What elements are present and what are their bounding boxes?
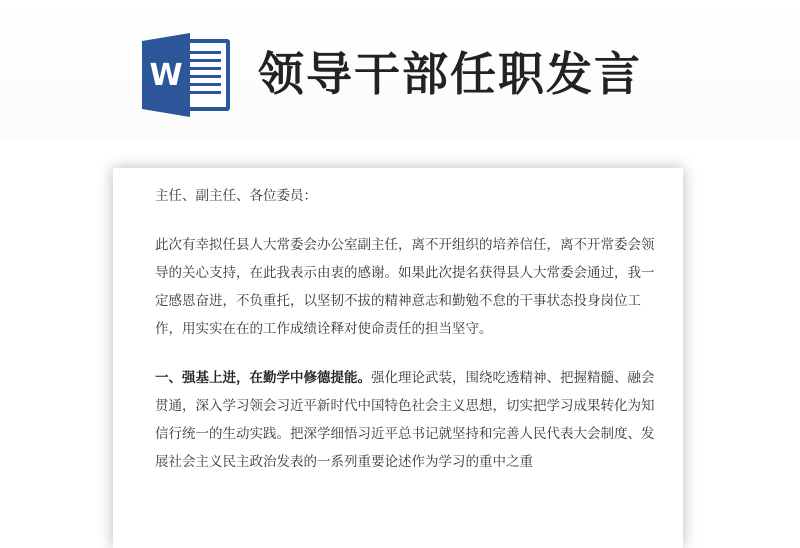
paragraph-1: 此次有幸拟任县人大常委会办公室副主任，离不开组织的培养信任，离不开常委会领导的关心支持，在此我表示由衷的感谢。如果此次提名获得县人大常委会通过，我一定感恩奋进，不负重托，以坚韧不拔的精神意志和勤勉不怠的干事状态投身岗位工作，用实实在在的工作成绩诠释对使命责任的担当坚守。 <box>155 237 655 337</box>
salutation: 主任、副主任、各位委员： <box>155 188 317 204</box>
paragraph-2-heading: 一、强基上进，在勤学中修德提能。 <box>155 370 371 386</box>
document-body <box>155 182 655 497</box>
document-page <box>113 168 683 548</box>
microsoft-word-icon <box>142 33 234 117</box>
page-title: 领导干部任职发言 <box>258 47 642 101</box>
paragraph-2-body: 强化理论武装，围绕吃透精神、把握精髓、融会贯通，深入学习领会习近平新时代中国特色社会主义思想，切实把学习成果转化为知信行统一的生动实践。把深学细悟习近平总书记就坚持和完善人民代表大会制度、发展社会主义民主政治发表的一系列重要论述作为学习的重中之重 <box>155 370 655 470</box>
word-logo-letter: W <box>149 58 183 93</box>
header-banner <box>0 0 800 140</box>
paragraph-2 <box>155 364 655 476</box>
